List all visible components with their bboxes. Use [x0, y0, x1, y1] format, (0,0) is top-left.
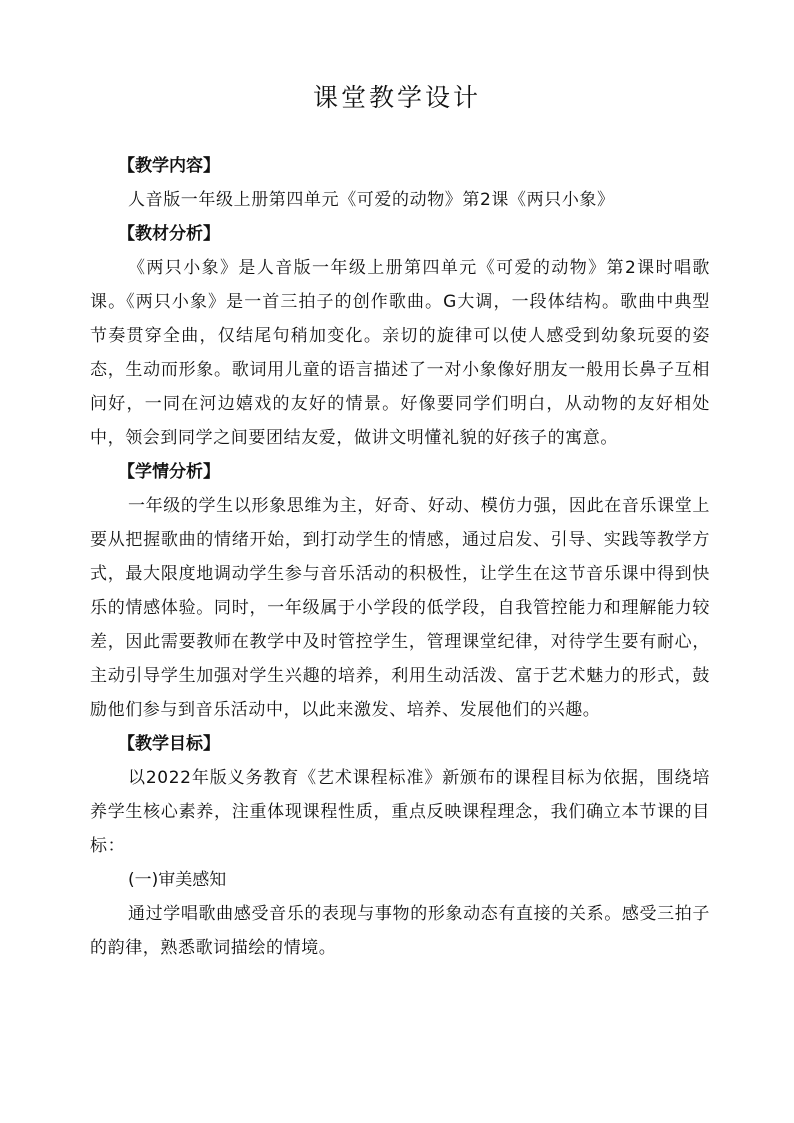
- section-heading: 【学情分析】: [118, 462, 220, 482]
- section-student-analysis: [90, 455, 710, 727]
- document-title: 课堂教学设计: [312, 83, 481, 112]
- section-heading: 【教学目标】: [118, 734, 220, 754]
- section-heading: 【教材分析】: [118, 224, 220, 244]
- section-teaching-objectives: [90, 727, 710, 965]
- section-paragraph: 以2022年版义务教育《艺术课程标准》新颁布的课程目标为依据，围绕培养学生核心素养，注重体现课程性质，重点反映课程理念，我们确立本节课的目标：: [90, 768, 710, 856]
- section-teaching-content: [90, 149, 710, 217]
- subsection-paragraph: 通过学唱歌曲感受音乐的表现与事物的形象动态有直接的关系。感受三拍子的韵律，熟悉歌词描绘的情境。: [90, 904, 710, 958]
- section-textbook-analysis: [90, 217, 710, 455]
- section-paragraph: 《两只小象》是人音版一年级上册第四单元《可爱的动物》第2课时唱歌课。《两只小象》是一首三拍子的创作歌曲。G大调，一段体结构。歌曲中典型节奏贯穿全曲，仅结尾句稍加变化。亲切的旋律可以使人感受到幼象玩耍的姿态，生动而形象。歌词用儿童的语言描述了一对小象像好朋友一般用长鼻子互相问好，一同在河边嬉戏的友好的情景。好像要同学们明白，从动物的友好相处中，领会到同学之间要团结友爱，做讲文明懂礼貌的好孩子的寓意。: [90, 258, 710, 448]
- document-body: [90, 149, 710, 965]
- section-paragraph: 一年级的学生以形象思维为主，好奇、好动、模仿力强，因此在音乐课堂上要从把握歌曲的情绪开始，到打动学生的情感，通过启发、引导、实践等教学方式，最大限度地调动学生参与音乐活动的积极性，让学生在这节音乐课中得到快乐的情感体验。同时，一年级属于小学段的低学段，自我管控能力和理解能力较差，因此需要教师在教学中及时管控学生，管理课堂纪律，对待学生要有耐心，主动引导学生加强对学生兴趣的培养，利用生动活泼、富于艺术魅力的形式，鼓励他们参与到音乐活动中，以此来激发、培养、发展他们的兴趣。: [90, 496, 710, 720]
- section-heading: 【教学内容】: [118, 156, 220, 176]
- subsection-heading: (一)审美感知: [128, 870, 227, 890]
- section-paragraph: 人音版一年级上册第四单元《可爱的动物》第2课《两只小象》: [128, 190, 615, 210]
